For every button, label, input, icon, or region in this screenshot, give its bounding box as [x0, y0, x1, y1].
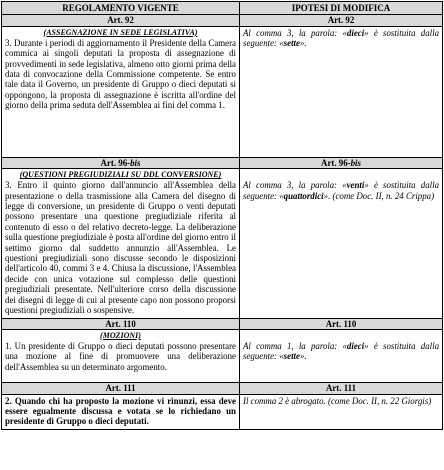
prop-word-new: quattordici	[283, 190, 324, 201]
article-suffix: bis	[350, 157, 361, 168]
prop-text: Al comma 3, la parola: «	[243, 180, 347, 191]
proposed-paragraph	[243, 28, 439, 49]
article-92-left: Art. 92	[2, 15, 240, 26]
article-row-111	[2, 383, 443, 394]
prop-text: » è sostituita dalla seguente: «	[243, 27, 440, 49]
content-row-96bis	[2, 169, 443, 318]
content-row-111	[2, 394, 443, 429]
current-paragraph: 3. Entro il quinto giorno dall'annuncio all'Assemblea della presentazione o della trasmissione alla Camera del disegno di legge di conversione, un presidente di Gruppo o venti deputati possono presentare una questione pregiudiziale riferita al contenuto di esso o del relativo decreto-legge. La deliberazione sulla questione pregiudiziale è posta all'ordine del giorno entro il settimo giorno dal suddetto annunzio all'Assemblea. Le questioni pregiudiziali sono discusse secondo le disposizioni dell'articolo 40, commi 3 e 4. Chiusa la discussione, l'Assemblea decide con unica votazione sul complesso delle questioni pregiudiziali presentate. Nell'ulteriore corso della discussione dei disegni di legge di cui al presente capo non possono proporsi questioni pregiudiziali o sospensive.	[5, 180, 236, 316]
section-subtitle: (ASSEGNAZIONE IN SEDE LEGISLATIVA)	[43, 27, 198, 37]
prop-word-old: dieci	[346, 27, 365, 38]
prop-word-old: dieci	[346, 340, 365, 351]
current-paragraph: 2. Quando chi ha proposto la mozione vi rinunzi, essa deve essere egualmente discussa e votata se lo richiedano un presidente di Gruppo o dieci deputati.	[5, 395, 236, 427]
prop-text: » è sostituita dalla seguente: «	[243, 340, 440, 362]
proposed-paragraph	[243, 341, 439, 362]
table-header-row	[2, 2, 443, 15]
prop-text: ». (come Doc. II, n. 24 Crippa)	[323, 190, 435, 201]
prop-word-new: sette	[283, 38, 300, 49]
article-number: Art. 96-	[321, 157, 351, 168]
proposed-text-92	[240, 26, 443, 157]
prop-word-new: sette	[283, 351, 300, 362]
section-subtitle: (MOZIONI)	[100, 330, 141, 340]
article-row-110	[2, 318, 443, 329]
article-number: Art. 96-	[100, 157, 131, 168]
current-text-92	[2, 26, 240, 157]
proposed-paragraph: Il comma 2 è abrogato. (come Doc. II, n. 22 Giorgis)	[243, 395, 432, 406]
prop-word-old: venti	[346, 180, 365, 191]
content-row-92	[2, 26, 443, 157]
article-92-right: Art. 92	[240, 15, 443, 26]
prop-text: ».	[299, 351, 307, 362]
prop-text: Al comma 3, la parola: «	[243, 27, 347, 38]
current-text-96bis	[2, 169, 240, 318]
proposed-text-111	[240, 394, 443, 429]
article-96bis-right	[240, 157, 443, 168]
article-111-right: Art. 111	[240, 383, 443, 394]
proposed-text-110	[240, 329, 443, 382]
article-111-left: Art. 111	[2, 383, 240, 394]
article-110-left: Art. 110	[2, 318, 240, 329]
current-text-111	[2, 394, 240, 429]
article-110-right: Art. 110	[240, 318, 443, 329]
comparison-table	[1, 1, 443, 430]
current-text-110	[2, 329, 240, 382]
current-paragraph: 1. Un presidente di Gruppo o dieci deputati possono presentare una mozione al fine di promuovere una deliberazione dell'Assemblea su un determinato argomento.	[5, 340, 236, 372]
proposed-paragraph	[243, 180, 439, 201]
prop-text: » è sostituita dalla seguente: «	[243, 180, 440, 201]
article-suffix: bis	[130, 157, 141, 168]
proposed-text-96bis	[240, 169, 443, 318]
comparison-document	[1, 1, 442, 430]
article-row-92	[2, 15, 443, 26]
prop-text: ».	[299, 38, 307, 49]
article-row-96bis	[2, 157, 443, 168]
content-row-110	[2, 329, 443, 382]
article-96bis-left	[2, 157, 240, 168]
header-current-rules: REGOLAMENTO VIGENTE	[2, 2, 240, 15]
prop-text: Al comma 1, la parola: «	[243, 340, 347, 351]
current-paragraph: 3. Durante i periodi di aggiornamento il Presidente della Camera commica ai singoli deputati la proposta di assegnazione di provvedimenti in sede legislativa, almeno otto giorni prima della data di convocazione della Commissione competente. Se entro tale data il Governo, un presidente di Gruppo o dieci deputati si oppongono, la proposta di assegnazione è iscritta all'ordine del giorno della prima seduta dell'Assemblea ai fini del comma 1.	[5, 37, 236, 111]
section-subtitle: (QUESTIONI PREGIUDIZIALI SU DDL CONVERSIONE)	[19, 170, 222, 180]
header-proposed-changes: IPOTESI DI MODIFICA	[240, 2, 443, 15]
